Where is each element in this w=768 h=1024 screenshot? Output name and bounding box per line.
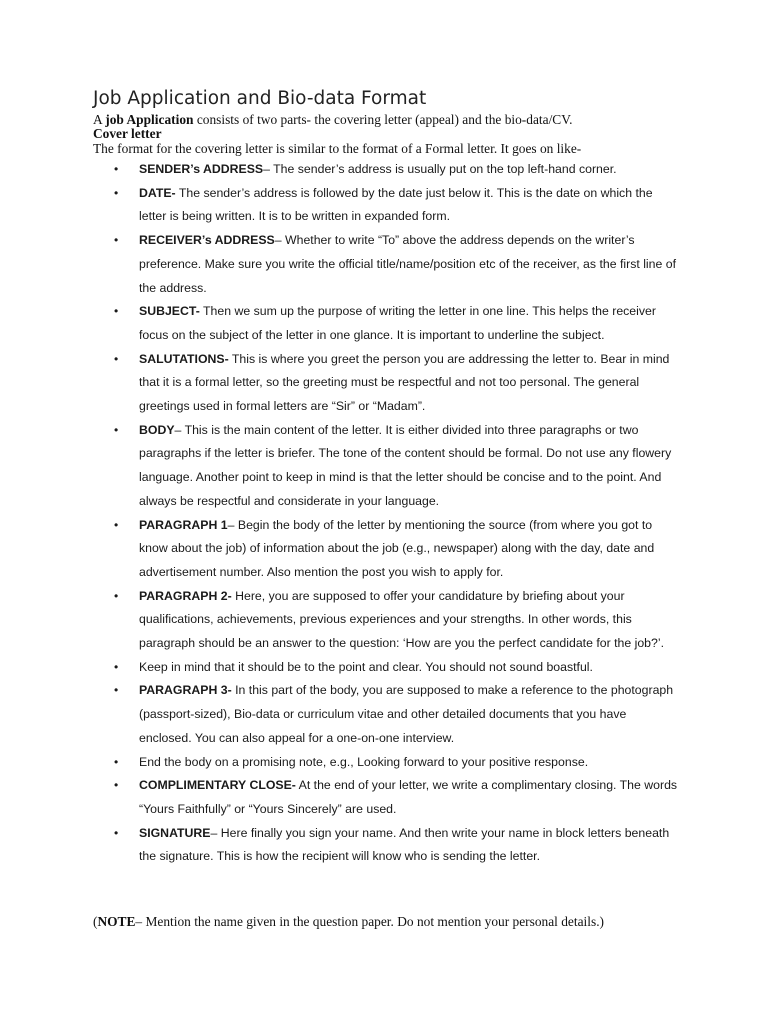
item-label: SIGNATURE <box>139 825 211 840</box>
list-item-paragraph-1 <box>0 514 768 585</box>
item-label: BODY <box>139 422 175 437</box>
list-item-date <box>0 182 768 229</box>
item-text: At the end of your letter, we write a complimentary closing. The words “Yours Faithfully” or “Yours Sincerely” are used. <box>139 778 678 816</box>
list-item-signature <box>0 822 768 869</box>
bullet-icon: • <box>114 659 119 674</box>
list-item-end-body <box>0 751 768 775</box>
item-text: In this part of the body, you are supposed to make a reference to the photograph (passport-sized), Bio-data or curriculum vitae and other detailed documents that you have enclosed. You can also appeal for a one-on-one interview. <box>139 683 674 745</box>
note-paragraph <box>93 914 604 929</box>
item-label: PARAGRAPH 3- <box>139 683 232 698</box>
bullet-icon: • <box>114 588 119 603</box>
item-label: PARAGRAPH 2- <box>139 588 232 603</box>
note-label: NOTE <box>97 914 136 929</box>
bullet-icon: • <box>114 517 119 532</box>
format-description: The format for the covering letter is similar to the format of a Formal letter. It goes on like- <box>93 141 582 156</box>
item-label: SENDER’s ADDRESS <box>139 162 264 176</box>
bullet-icon: • <box>114 422 119 437</box>
item-text: Here, you are supposed to offer your candidature by briefing about your qualifications, achievements, previous experiences and your strengths. In other words, this paragraph should be an answer to the question: ‘How are you the perfect candidate for the job?’. <box>139 588 665 651</box>
note-open: ( <box>93 914 98 929</box>
item-text: The sender’s address is followed by the date just below it. This is the date on which the letter is being written. It is to be written in expanded form. <box>139 185 653 224</box>
list-item-body <box>0 419 768 514</box>
list-item-subject <box>0 300 768 347</box>
intro-rest: consists of two parts- the covering letter (appeal) and the bio-data/CV. <box>193 112 573 127</box>
bullet-icon: • <box>114 825 119 840</box>
list-item-paragraph-2 <box>0 585 768 656</box>
bullet-icon: • <box>114 233 119 248</box>
item-text: – Here finally you sign your name. And then write your name in block letters beneath the signature. This is how the recipient will know who is sending the letter. <box>139 825 670 864</box>
list-item-senders-address <box>0 158 768 182</box>
item-text: Keep in mind that it should be to the point and clear. You should not sound boastful. <box>139 659 593 674</box>
item-text: – Whether to write “To” above the address depends on the writer’s preference. Make sure you write the official title/name/position etc of the receiver, as the first line of the address. <box>139 233 677 295</box>
list-item-salutations <box>0 348 768 419</box>
list-item-complimentary-close <box>0 774 768 821</box>
item-label: DATE- <box>139 185 176 200</box>
bullet-icon: • <box>114 304 119 319</box>
cover-letter-heading: Cover letter <box>93 126 162 141</box>
intro-prefix: A <box>93 112 106 127</box>
intro-paragraph <box>93 112 573 127</box>
item-text: – Begin the body of the letter by mentioning the source (from where you got to know about the job) of information about the job (e.g., newspaper) along with the day, date and advertisement number. Also mention the post you wish to apply for. <box>139 517 655 579</box>
item-text: – The sender’s address is usually put on the top left-hand corner. <box>263 162 617 176</box>
item-label: SUBJECT- <box>139 304 200 319</box>
item-label: RECEIVER’s ADDRESS <box>139 233 275 248</box>
item-text: End the body on a promising note, e.g., Looking forward to your positive response. <box>139 754 589 769</box>
item-label: SALUTATIONS- <box>139 351 229 366</box>
item-text: Then we sum up the purpose of writing the letter in one line. This helps the receiver focus on the subject of the letter in one glance. It is important to underline the subject. <box>139 304 656 342</box>
bullet-icon: • <box>114 778 119 793</box>
list-item-keep-in-mind <box>0 656 768 680</box>
item-label: COMPLIMENTARY CLOSE- <box>139 778 296 793</box>
page-title: Job Application and Bio-data Format <box>93 88 427 109</box>
bullet-icon: • <box>114 754 119 769</box>
list-item-receivers-address <box>0 229 768 300</box>
bullet-icon: • <box>114 351 119 366</box>
bullet-icon: • <box>114 162 119 176</box>
intro-bold-term: job Application <box>105 112 194 127</box>
item-label: PARAGRAPH 1 <box>139 517 228 532</box>
bullet-icon: • <box>114 683 119 698</box>
format-list <box>0 158 768 869</box>
item-text: – This is the main content of the letter. It is either divided into three paragraphs or two paragraphs if the letter is briefer. The tone of the content should be formal. Do not use any flowery language. Another point to keep in mind is that the letter should be concise and to the point. And always be respectful and considerate in your language. <box>139 422 672 508</box>
list-item-paragraph-3 <box>0 679 768 750</box>
bullet-icon: • <box>114 185 119 200</box>
note-rest: – Mention the name given in the question paper. Do not mention your personal details.) <box>135 914 604 929</box>
item-text: This is where you greet the person you are addressing the letter to. Bear in mind that it is a formal letter, so the greeting must be respectful and not too personal. The general greetings used in formal letters are “Sir” or “Madam”. <box>139 351 670 414</box>
